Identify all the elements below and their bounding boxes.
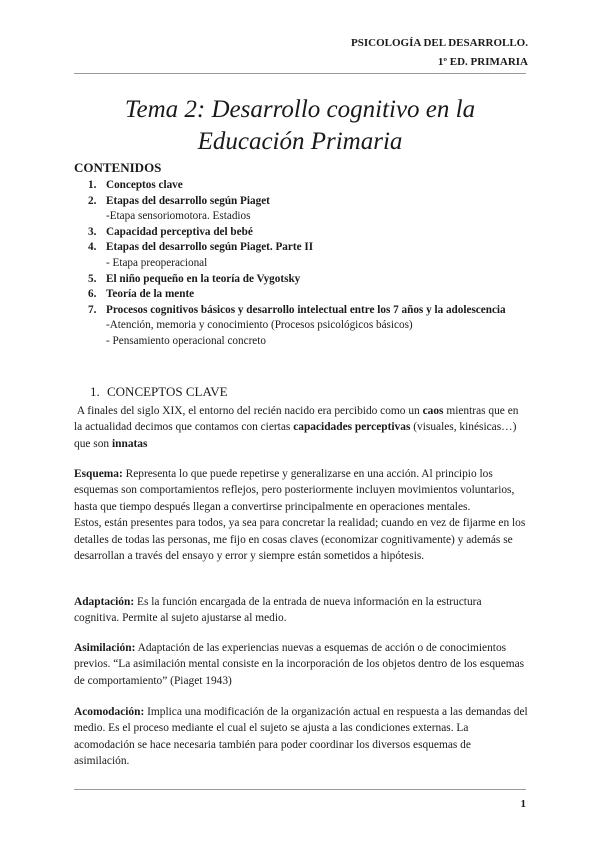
section-number: 1. bbox=[90, 384, 100, 399]
page-header bbox=[351, 34, 528, 72]
adaptacion-paragraph bbox=[74, 594, 528, 627]
header-divider bbox=[74, 73, 526, 74]
toc-subitem bbox=[88, 209, 508, 225]
term-esquema: Esquema: bbox=[74, 468, 123, 480]
toc-label: Etapas del desarrollo según Piaget bbox=[106, 194, 270, 207]
toc-item bbox=[88, 225, 508, 241]
acomodacion-text: Implica una modificación de la organización actual en respuesta a las demandas del medio. Es el proceso mediante el cual el sujeto se ajusta a las condiciones externas. La acomodación se hace necesaria también para poder coordinar los diversos esquemas de asimilación. bbox=[74, 706, 528, 768]
toc-number: 2. bbox=[88, 194, 97, 207]
toc-item bbox=[88, 178, 508, 194]
intro-text-3: (visuales, kinésicas…) que son bbox=[74, 421, 517, 450]
toc-item bbox=[88, 272, 508, 288]
intro-text-1: A finales del siglo XIX, el entorno del recién nacido era percibido como un bbox=[76, 405, 420, 417]
toc-label: Teoría de la mente bbox=[106, 288, 195, 301]
toc-number: 4. bbox=[88, 241, 97, 254]
page-number: 1 bbox=[520, 798, 526, 810]
toc-number: 5. bbox=[88, 272, 97, 285]
term-capacidades-perceptivas: capacidades perceptivas bbox=[293, 421, 411, 434]
section-heading bbox=[90, 384, 228, 400]
header-course: 1º ED. PRIMARIA bbox=[437, 56, 528, 68]
term-asimilacion: Asimilación: bbox=[74, 642, 136, 654]
title-line-2: Educación Primaria bbox=[197, 128, 403, 155]
contents-heading: CONTENIDOS bbox=[74, 160, 162, 175]
term-innatas: innatas bbox=[111, 437, 148, 450]
toc-item bbox=[88, 194, 508, 210]
section-title: CONCEPTOS CLAVE bbox=[107, 384, 228, 399]
intro-paragraph bbox=[74, 403, 528, 452]
term-adaptacion: Adaptación: bbox=[74, 596, 135, 608]
toc-subitem bbox=[88, 334, 508, 350]
toc-item bbox=[88, 287, 508, 303]
esquema-text-2: Estos, están presentes para todos, ya sea para concretar la realidad; cuando en vez de fijarme en los detalles de todas las personas, me fijo en cosas claves (economizar cognitivamente) y además se desarrollan a través del ensayo y error y siempre están sometidos a hipótesis. bbox=[74, 517, 526, 563]
toc-number: 3. bbox=[88, 225, 97, 238]
term-acomodacion: Acomodación: bbox=[74, 706, 145, 718]
toc-subitem-text: - Etapa preoperacional bbox=[106, 256, 208, 269]
esquema-paragraph bbox=[74, 466, 528, 564]
page-title bbox=[74, 94, 526, 158]
toc-item bbox=[88, 240, 508, 256]
toc-label: Etapas del desarrollo según Piaget. Parte II bbox=[106, 241, 314, 254]
adaptacion-text: Es la función encargada de la entrada de nueva información en la estructura cognitiva. Permite al sujeto ajustarse al medio. bbox=[74, 596, 482, 625]
toc-subitem-text: - Pensamiento operacional concreto bbox=[106, 334, 266, 347]
asimilacion-text: Adaptación de las experiencias nuevas a esquemas de acción o de conocimientos previos. “La asimilación mental consiste en la incorporación de los objetos dentro de los esquemas de comportamiento” (Piaget 1943) bbox=[74, 642, 525, 687]
term-caos: caos bbox=[422, 405, 444, 417]
toc-label: Procesos cognitivos básicos y desarrollo intelectual entre los 7 años y la adolescencia bbox=[106, 303, 506, 316]
intro-text-2: mientras que en la actualidad decimos que contamos con ciertas bbox=[74, 405, 519, 434]
asimilacion-paragraph bbox=[74, 640, 528, 689]
toc-number: 7. bbox=[88, 303, 97, 316]
toc-subitem bbox=[88, 256, 508, 272]
toc-subitem-text: -Atención, memoria y conocimiento (Procesos psicológicos básicos) bbox=[106, 319, 413, 332]
toc-subitem bbox=[88, 318, 508, 334]
toc-label: El niño pequeño en la teoría de Vygotsky bbox=[106, 272, 301, 285]
title-line-1: Tema 2: Desarrollo cognitivo en la bbox=[124, 96, 476, 123]
toc-number: 6. bbox=[88, 288, 97, 301]
toc-number: 1. bbox=[88, 179, 97, 191]
acomodacion-paragraph bbox=[74, 704, 528, 770]
table-of-contents bbox=[88, 178, 508, 350]
esquema-text: Representa lo que puede repetirse y generalizarse en una acción. Al principio los esquemas son comportamientos reflejos, pero posteriormente incluyen movimientos voluntarios, hasta que tiempo después llegan a convertirse principalmente en operaciones mentales. bbox=[74, 468, 515, 513]
footer-divider bbox=[74, 789, 526, 790]
toc-label: Conceptos clave bbox=[106, 179, 183, 191]
toc-subitem-text: -Etapa sensoriomotora. Estadios bbox=[106, 210, 251, 223]
toc-item bbox=[88, 303, 508, 319]
header-subject: PSICOLOGÍA DEL DESARROLLO. bbox=[351, 37, 528, 49]
toc-label: Capacidad perceptiva del bebé bbox=[106, 225, 253, 238]
